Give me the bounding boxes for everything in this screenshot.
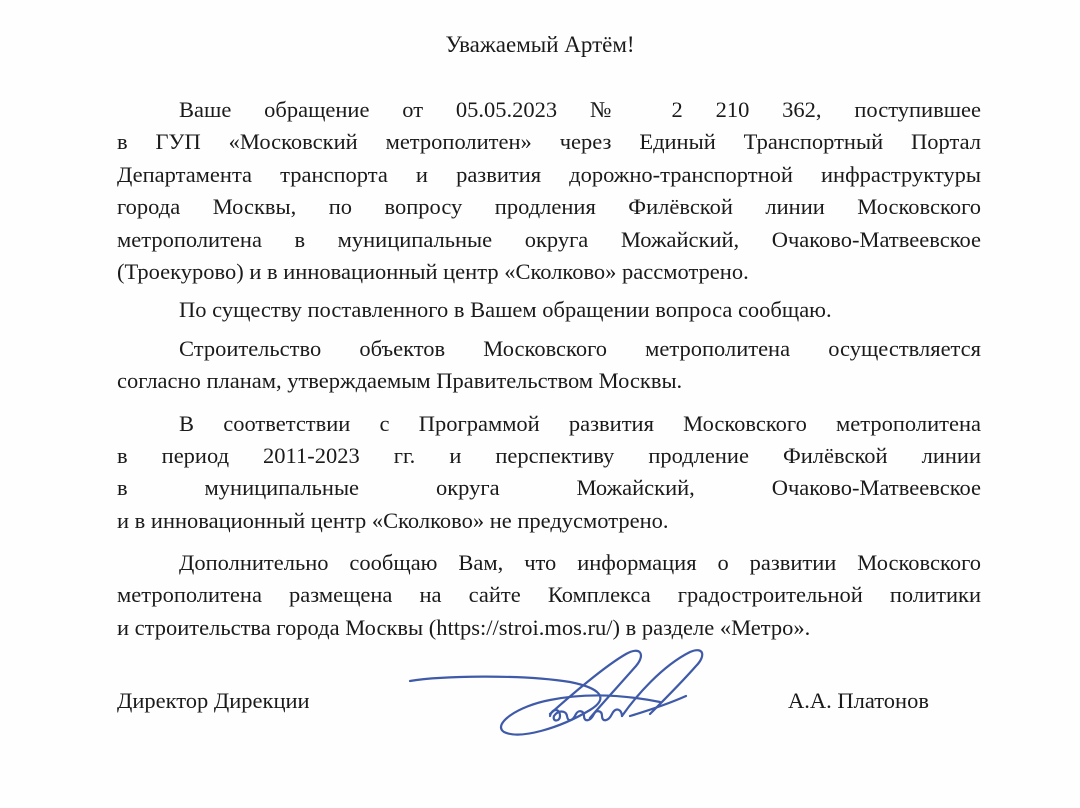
paragraph-4-line-1: В соответствии с Программой развития Московского метрополитена bbox=[179, 410, 981, 436]
paragraph-5-line-3: и строительства города Москвы (https://stroi.mos.ru/) в разделе «Метро». bbox=[117, 614, 811, 640]
paragraph-1-line-2: в ГУП «Московский метрополитен» через Единый Транспортный Портал bbox=[117, 129, 981, 155]
paragraph-4-line-2: в период 2011-2023 гг. и перспективу продление Филёвской линии bbox=[117, 442, 981, 468]
paragraph-1-line-1: Ваше обращение от 05.05.2023 № 2 210 362, поступившее bbox=[179, 97, 981, 122]
paragraph-1-line-5: метрополитена в муниципальные округа Можайский, Очаково-Матвеевское bbox=[117, 226, 981, 252]
signatory-name: А.А. Платонов bbox=[788, 688, 929, 713]
paragraph-1-line-6: (Троекурово) и в инновационный центр «Сколково» рассмотрено. bbox=[117, 258, 749, 284]
paragraph-2-line-1: По существу поставленного в Вашем обращении вопроса сообщаю. bbox=[179, 297, 832, 323]
paragraph-1-line-3: Департамента транспорта и развития дорожно-транспортной инфраструктуры bbox=[117, 161, 981, 187]
paragraph-4-line-3: в муниципальные округа Можайский, Очаково-Матвеевское bbox=[117, 475, 981, 501]
signatory-position: Директор Дирекции bbox=[117, 688, 310, 713]
paragraph-3-line-2: согласно планам, утверждаемым Правительством Москвы. bbox=[117, 368, 683, 394]
paragraph-4-line-4: и в инновационный центр «Сколково» не предусмотрено. bbox=[117, 507, 669, 533]
handwritten-signature bbox=[400, 636, 740, 756]
letter-greeting: Уважаемый Артём! bbox=[445, 32, 635, 57]
paragraph-3-line-1: Строительство объектов Московского метрополитена осуществляется bbox=[179, 335, 981, 361]
paragraph-5-line-1: Дополнительно сообщаю Вам, что информация о развитии Московского bbox=[179, 550, 981, 576]
paragraph-1-line-4: города Москвы, по вопросу продления Филёвской линии Московского bbox=[117, 194, 981, 220]
paragraph-5-line-2: метрополитена размещена на сайте Комплекса градостроительной политики bbox=[117, 582, 981, 608]
